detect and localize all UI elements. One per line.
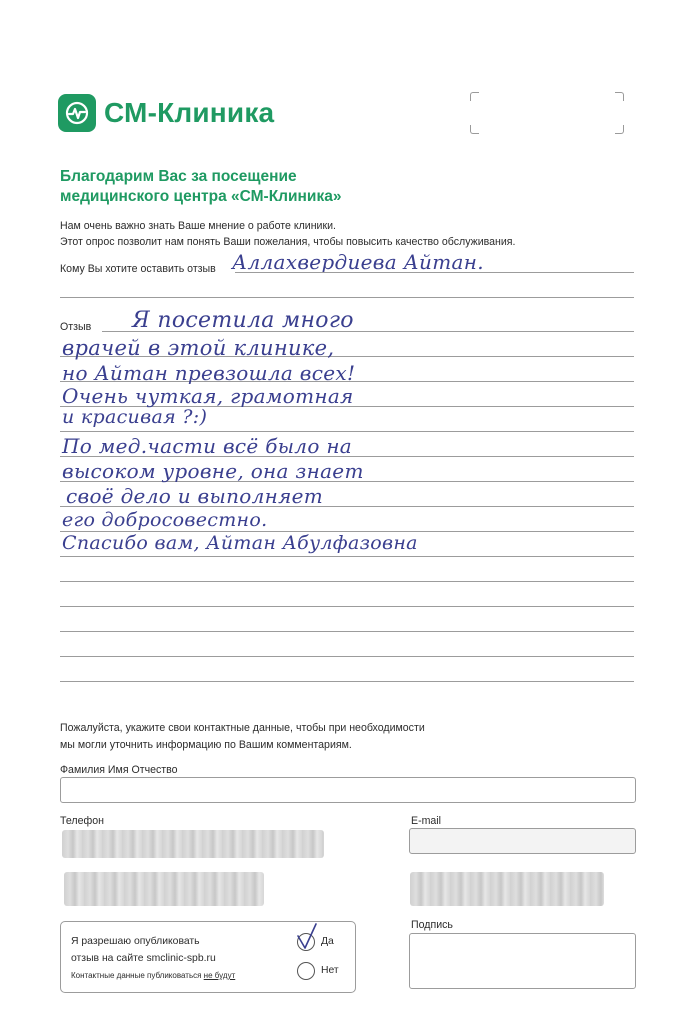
- consent-no-radio[interactable]: [297, 962, 315, 980]
- recipient-value[interactable]: Аллахвердиева Айтан.: [232, 250, 484, 274]
- review-line: Я посетила много: [132, 308, 354, 333]
- review-line: но Айтан превзошла всех!: [62, 361, 356, 385]
- review-line: высоком уровне, она знает: [62, 459, 364, 483]
- intro-line-2: Этот опрос позволит нам понять Ваши пожелания, чтобы повысить качество обслуживания.: [60, 236, 516, 248]
- recipient-label: Кому Вы хотите оставить отзыв: [60, 263, 216, 275]
- page-title: [60, 167, 460, 207]
- review-line: Спасибо вам, Айтан Абулфазовна: [62, 532, 418, 554]
- redacted-area: [410, 872, 604, 906]
- consent-note-emphasis: не будут: [203, 971, 236, 980]
- ruled-line: [60, 556, 634, 557]
- ruled-line: [60, 606, 634, 607]
- signature-field[interactable]: [409, 933, 636, 989]
- signature-label: Подпись: [411, 919, 453, 931]
- title-line-1: Благодарим Вас за посещение: [60, 168, 297, 185]
- fio-field[interactable]: [60, 777, 636, 803]
- ruled-line: [60, 631, 634, 632]
- ruled-line: [60, 431, 634, 432]
- consent-yes-label: Да: [321, 936, 334, 947]
- check-mark-icon: [296, 926, 322, 952]
- review-line: врачей в этой клинике,: [62, 336, 335, 360]
- contacts-prompt: [60, 720, 520, 754]
- review-line: и красивая ?:): [62, 406, 208, 428]
- review-line: По мед.части всё было на: [62, 434, 353, 458]
- consent-line-2: отзыв на сайте smclinic-spb.ru: [71, 953, 216, 964]
- ruled-line: [60, 297, 634, 298]
- brand-logo: [58, 94, 274, 132]
- phone-label: Телефон: [60, 815, 104, 827]
- consent-yes-radio[interactable]: [297, 933, 315, 951]
- title-line-2: медицинского центра «СМ-Клиника»: [60, 188, 342, 205]
- contacts-prompt-line-1: Пожалуйста, укажите свои контактные данные, чтобы при необходимости: [60, 722, 425, 734]
- email-field[interactable]: [409, 828, 636, 854]
- recipient-line: [235, 272, 634, 273]
- review-line: Очень чуткая, грамотная: [62, 384, 354, 408]
- intro-line-1: Нам очень важно знать Ваше мнение о работе клиники.: [60, 220, 336, 232]
- consent-no-label: Нет: [321, 965, 339, 976]
- heartbeat-logo-icon: [58, 94, 96, 132]
- review-line: его добросовестно.: [62, 509, 268, 531]
- brand-name: СМ-Клиника: [104, 97, 275, 128]
- consent-line-1: Я разрешаю опубликовать: [71, 936, 200, 947]
- ruled-line: [60, 681, 634, 682]
- intro-text: [60, 218, 620, 250]
- ruled-line: [60, 581, 634, 582]
- review-line: своё дело и выполняет: [66, 484, 324, 508]
- contacts-prompt-line-2: мы могли уточнить информацию по Вашим комментариям.: [60, 739, 352, 751]
- stamp-area: [470, 92, 624, 134]
- redacted-area: [64, 872, 264, 906]
- publish-consent-box: [60, 921, 356, 993]
- phone-redacted[interactable]: [62, 830, 324, 858]
- email-label: E-mail: [411, 815, 442, 827]
- consent-note: Контактные данные публиковаться не будут: [71, 971, 236, 980]
- ruled-line: [60, 656, 634, 657]
- fio-label: Фамилия Имя Отчество: [60, 764, 178, 776]
- review-label: Отзыв: [60, 321, 92, 333]
